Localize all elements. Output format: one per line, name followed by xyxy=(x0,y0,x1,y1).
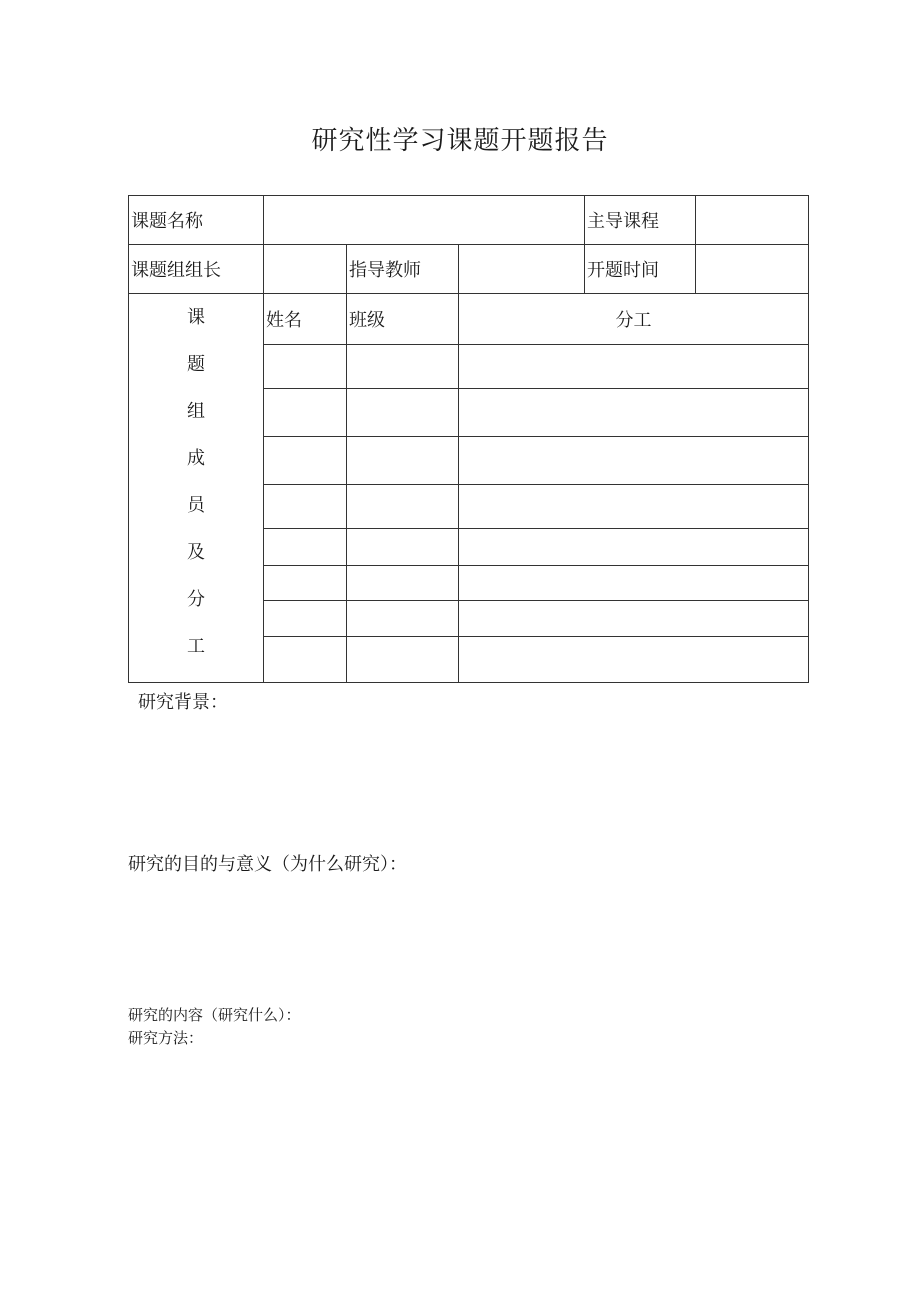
page-title: 研究性学习课题开题报告 xyxy=(311,126,609,156)
member-name-cell[interactable] xyxy=(264,345,347,389)
member-division-cell[interactable] xyxy=(459,529,809,566)
member-class-cell[interactable] xyxy=(347,345,459,389)
topic-name-field[interactable] xyxy=(264,196,585,245)
content-heading: 研究的内容（研究什么）： xyxy=(128,1006,301,1024)
proposal-form-table xyxy=(128,195,809,683)
member-class-cell[interactable] xyxy=(347,637,459,683)
members-label-char: 课 xyxy=(187,307,205,328)
open-time-field[interactable] xyxy=(696,245,809,294)
member-name-cell[interactable] xyxy=(264,529,347,566)
member-name-cell[interactable] xyxy=(264,437,347,485)
member-division-cell[interactable] xyxy=(459,637,809,683)
member-division-cell[interactable] xyxy=(459,601,809,637)
method-heading: 研究方法： xyxy=(128,1029,204,1047)
members-label-char: 分 xyxy=(187,589,205,610)
advisor-field[interactable] xyxy=(459,245,585,294)
member-division-cell[interactable] xyxy=(459,345,809,389)
member-name-cell[interactable] xyxy=(264,566,347,601)
members-label-char: 员 xyxy=(187,495,205,516)
member-class-cell[interactable] xyxy=(347,566,459,601)
members-label-char: 工 xyxy=(187,636,205,657)
leader-label: 课题组组长 xyxy=(129,245,264,294)
member-name-cell[interactable] xyxy=(264,485,347,529)
member-name-cell[interactable] xyxy=(264,637,347,683)
members-label-char: 及 xyxy=(187,542,205,563)
member-name-cell[interactable] xyxy=(264,601,347,637)
background-heading: 研究背景： xyxy=(138,692,228,713)
member-class-cell[interactable] xyxy=(347,437,459,485)
open-time-label: 开题时间 xyxy=(585,245,696,294)
member-class-cell[interactable] xyxy=(347,485,459,529)
main-course-field[interactable] xyxy=(696,196,809,245)
member-division-cell[interactable] xyxy=(459,389,809,437)
member-division-cell[interactable] xyxy=(459,437,809,485)
purpose-heading: 研究的目的与意义（为什么研究）： xyxy=(128,854,407,875)
member-name-cell[interactable] xyxy=(264,389,347,437)
topic-name-label: 课题名称 xyxy=(129,196,264,245)
advisor-label: 指导教师 xyxy=(347,245,459,294)
members-section-label xyxy=(129,294,264,683)
member-division-cell[interactable] xyxy=(459,485,809,529)
members-label-char: 题 xyxy=(187,354,205,375)
member-class-cell[interactable] xyxy=(347,529,459,566)
members-label-char: 组 xyxy=(187,401,205,422)
column-header-name: 姓名 xyxy=(264,294,347,345)
column-header-division: 分工 xyxy=(459,294,809,345)
members-label-char: 成 xyxy=(187,448,205,469)
leader-field[interactable] xyxy=(264,245,347,294)
member-class-cell[interactable] xyxy=(347,601,459,637)
column-header-class: 班级 xyxy=(347,294,459,345)
member-division-cell[interactable] xyxy=(459,566,809,601)
member-class-cell[interactable] xyxy=(347,389,459,437)
main-course-label: 主导课程 xyxy=(585,196,696,245)
